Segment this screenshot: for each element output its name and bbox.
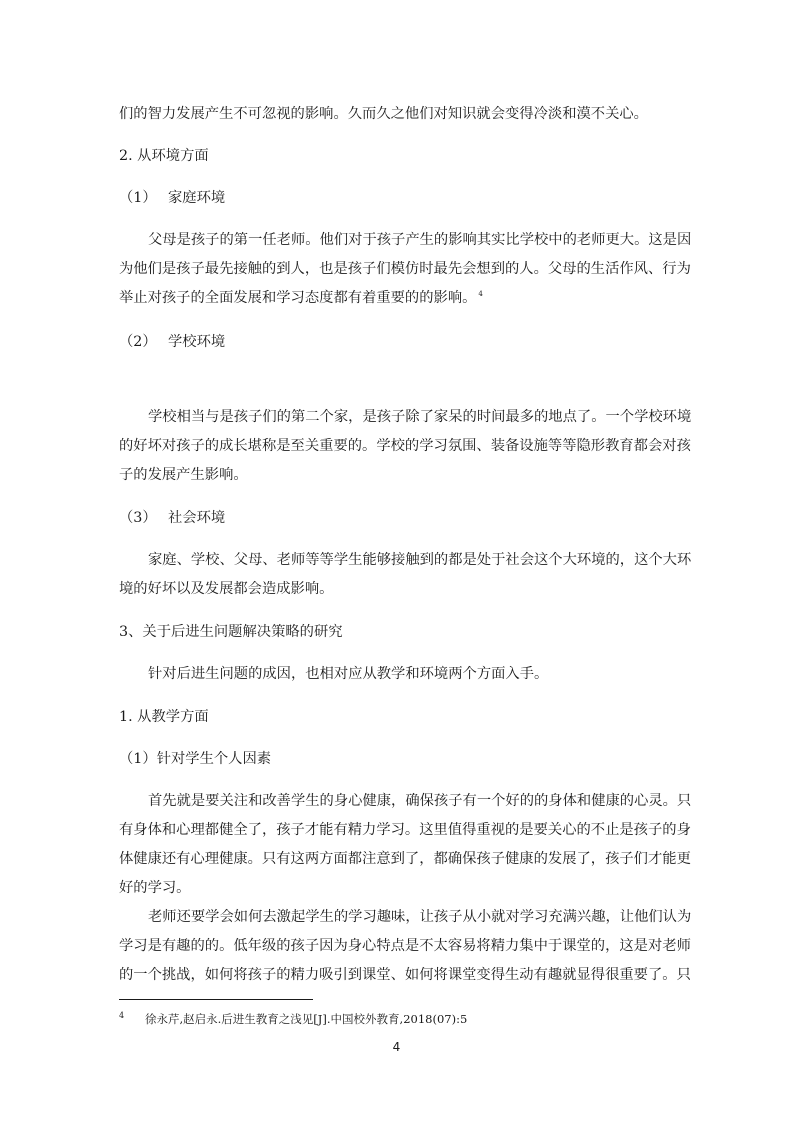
paragraph-line: 为他们是孩子最先接触的到人，也是孩子们模仿时最先会想到的人。父母的生活作风、行为 [119,261,691,277]
subsection-heading: （1）针对学生个人因素 [119,751,272,767]
paragraph-line: 老师还要学会如何去激起学生的学习趣味，让孩子从小就对学习充满兴趣，让他们认为 [148,909,692,925]
paragraph-line: 们的智力发展产生不可忽视的影响。久而久之他们对知识就会变得冷淡和漠不关心。 [119,106,648,122]
paragraph-line: 子的发展产生影响。 [119,467,248,483]
paragraph-line: 首先就是要关注和改善学生的身心健康，确保孩子有一个好的的身体和健康的心灵。只 [148,793,692,809]
footnote-text: 徐永芹,赵启永.后进生教育之浅见[J].中国校外教育,2018(07):5 [145,1012,468,1026]
footnote-reference: 4 [478,290,483,299]
page-number: 4 [392,1040,401,1054]
section-heading: 3、关于后进生问题解决策略的研究 [119,624,343,640]
paragraph-line: 体健康还有心理健康。只有这两方面都注意到了，都确保孩子健康的发展了，孩子们才能更 [119,851,691,867]
section-heading: 2. 从环境方面 [119,148,209,164]
subsection-number: （1） [119,190,157,206]
paragraph-line: 针对后进生问题的成因，也相对应从教学和环境两个方面入手。 [148,666,549,682]
footnote-divider [119,999,313,1000]
paragraph-line: 的好坏对孩子的成长堪称是至关重要的。学校的学习氛围、装备设施等等隐形教育都会对孩 [119,438,691,454]
subsection-title: 学校环境 [168,334,226,350]
footnote: 4 徐永芹,赵启永.后进生教育之浅见[J].中国校外教育,2018(07):5 [119,1011,468,1026]
subsection-number: （2） [119,334,157,350]
paragraph-line [119,288,483,308]
paragraph-line: 学校相当与是孩子们的第二个家，是孩子除了家呆的时间最多的地点了。一个学校环境 [148,409,692,425]
subsection-number: （3） [119,510,157,526]
subsection-heading [119,508,225,528]
subsection-heading [119,332,225,352]
paragraph-line: 家庭、学校、父母、老师等等学生能够接触到的都是处于社会这个大环境的，这个大环 [148,552,692,568]
paragraph-line: 有身体和心理都健全了，孩子才能有精力学习。这里值得重视的是要关心的不止是孩子的身 [119,822,691,838]
section-heading: 1. 从教学方面 [119,709,209,725]
paragraph-text: 举止对孩子的全面发展和学习态度都有着重要的的影响。 [119,290,477,306]
subsection-title: 社会环境 [168,510,226,526]
subsection-heading [119,188,225,208]
paragraph-line: 好的学习。 [119,880,191,896]
paragraph-line: 父母是孩子的第一任老师。他们对于孩子产生的影响其实比学校中的老师更大。这是因 [148,232,692,248]
subsection-title: 家庭环境 [168,190,226,206]
paragraph-line: 学习是有趣的的。低年级的孩子因为身心特点是不太容易将精力集中于课堂的，这是对老师 [119,938,691,954]
paragraph-line: 境的好坏以及发展都会造成影响。 [119,581,334,597]
paragraph-line: 的一个挑战，如何将孩子的精力吸引到课堂、如何将课堂变得生动有趣就显得很重要了。只 [119,967,691,983]
